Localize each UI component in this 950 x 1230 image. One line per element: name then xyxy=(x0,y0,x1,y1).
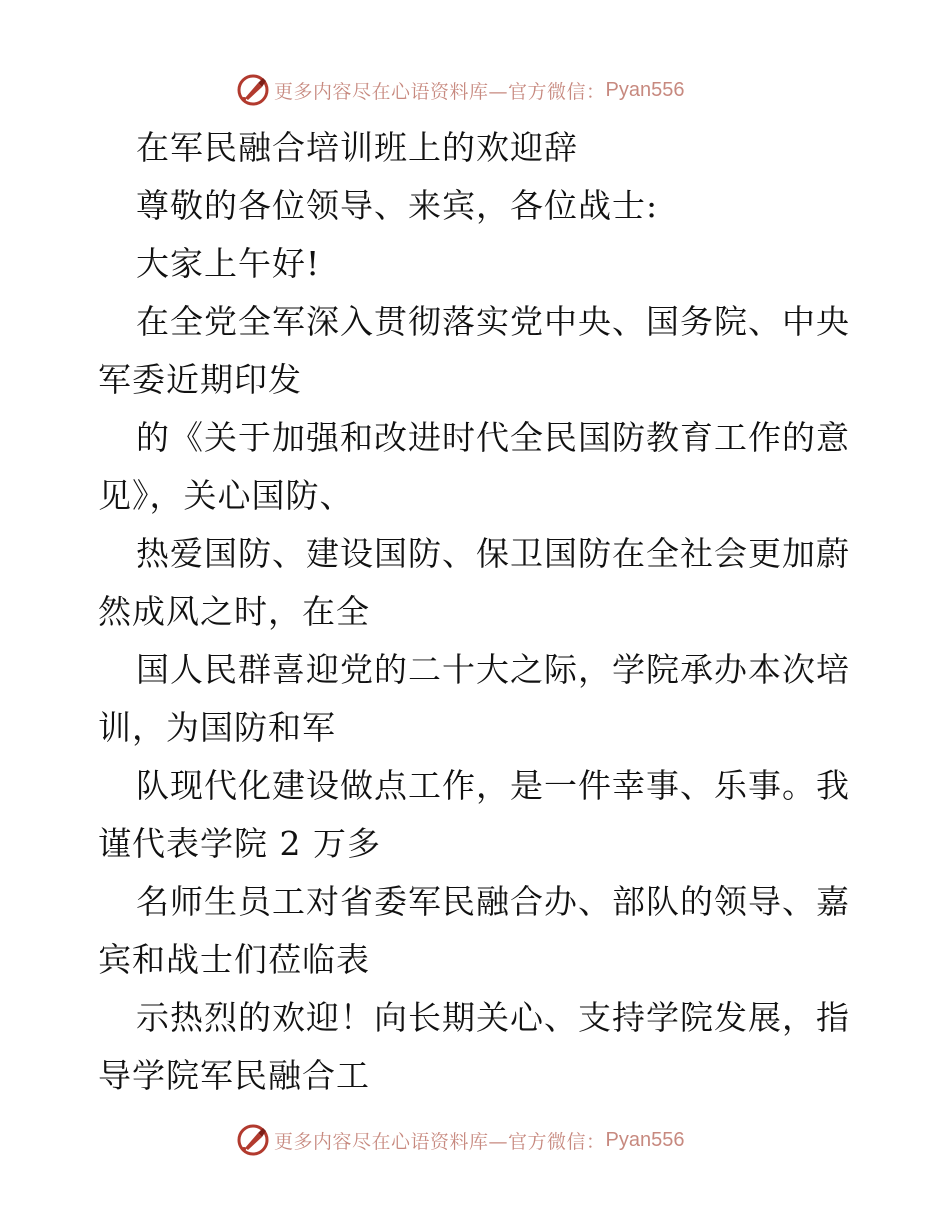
paragraph-line: 然成风之时，在全 xyxy=(98,592,370,631)
paragraph-line: 名师生员工对省委军民融合办、部队的领导、嘉 xyxy=(136,882,850,921)
paragraph-line: 军委近期印发 xyxy=(98,360,302,399)
paragraph-line: 见》，关心国防、 xyxy=(98,476,354,515)
watermark-footer xyxy=(236,1122,684,1158)
watermark-text: 更多内容尽在心语资料库—官方微信： xyxy=(274,1130,606,1153)
paragraph-line: 的《关于加强和改进时代全民国防教育工作的意 xyxy=(136,418,850,457)
watermark-header xyxy=(236,72,684,108)
watermark-text: 更多内容尽在心语资料库—官方微信： xyxy=(274,80,606,103)
paragraph-line: 宾和战士们莅临表 xyxy=(98,940,370,979)
document-title: 在军民融合培训班上的欢迎辞 xyxy=(136,128,578,167)
salutation: 尊敬的各位领导、来宾，各位战士: xyxy=(136,186,659,225)
paragraph-line: 队现代化建设做点工作，是一件幸事、乐事。我 xyxy=(136,766,850,805)
paragraph-line: 热爱国防、建设国防、保卫国防在全社会更加蔚 xyxy=(136,534,850,573)
paragraph-line: 训，为国防和军 xyxy=(98,708,336,747)
pen-nib-logo-icon xyxy=(236,1123,270,1157)
paragraph-line: 国人民群喜迎党的二十大之际，学院承办本次培 xyxy=(136,650,850,689)
paragraph-line: 导学院军民融合工 xyxy=(98,1056,370,1095)
paragraph-line: 示热烈的欢迎！向长期关心、支持学院发展，指 xyxy=(136,998,850,1037)
watermark-wechat-id: Pyan556 xyxy=(605,78,685,101)
paragraph-line: 在全党全军深入贯彻落实党中央、国务院、中央 xyxy=(136,302,850,341)
pen-nib-logo-icon xyxy=(236,73,270,107)
paragraph-line: 谨代表学院 2 万多 xyxy=(98,824,381,863)
watermark-wechat-id: Pyan556 xyxy=(605,1128,685,1151)
greeting: 大家上午好! xyxy=(136,244,321,283)
